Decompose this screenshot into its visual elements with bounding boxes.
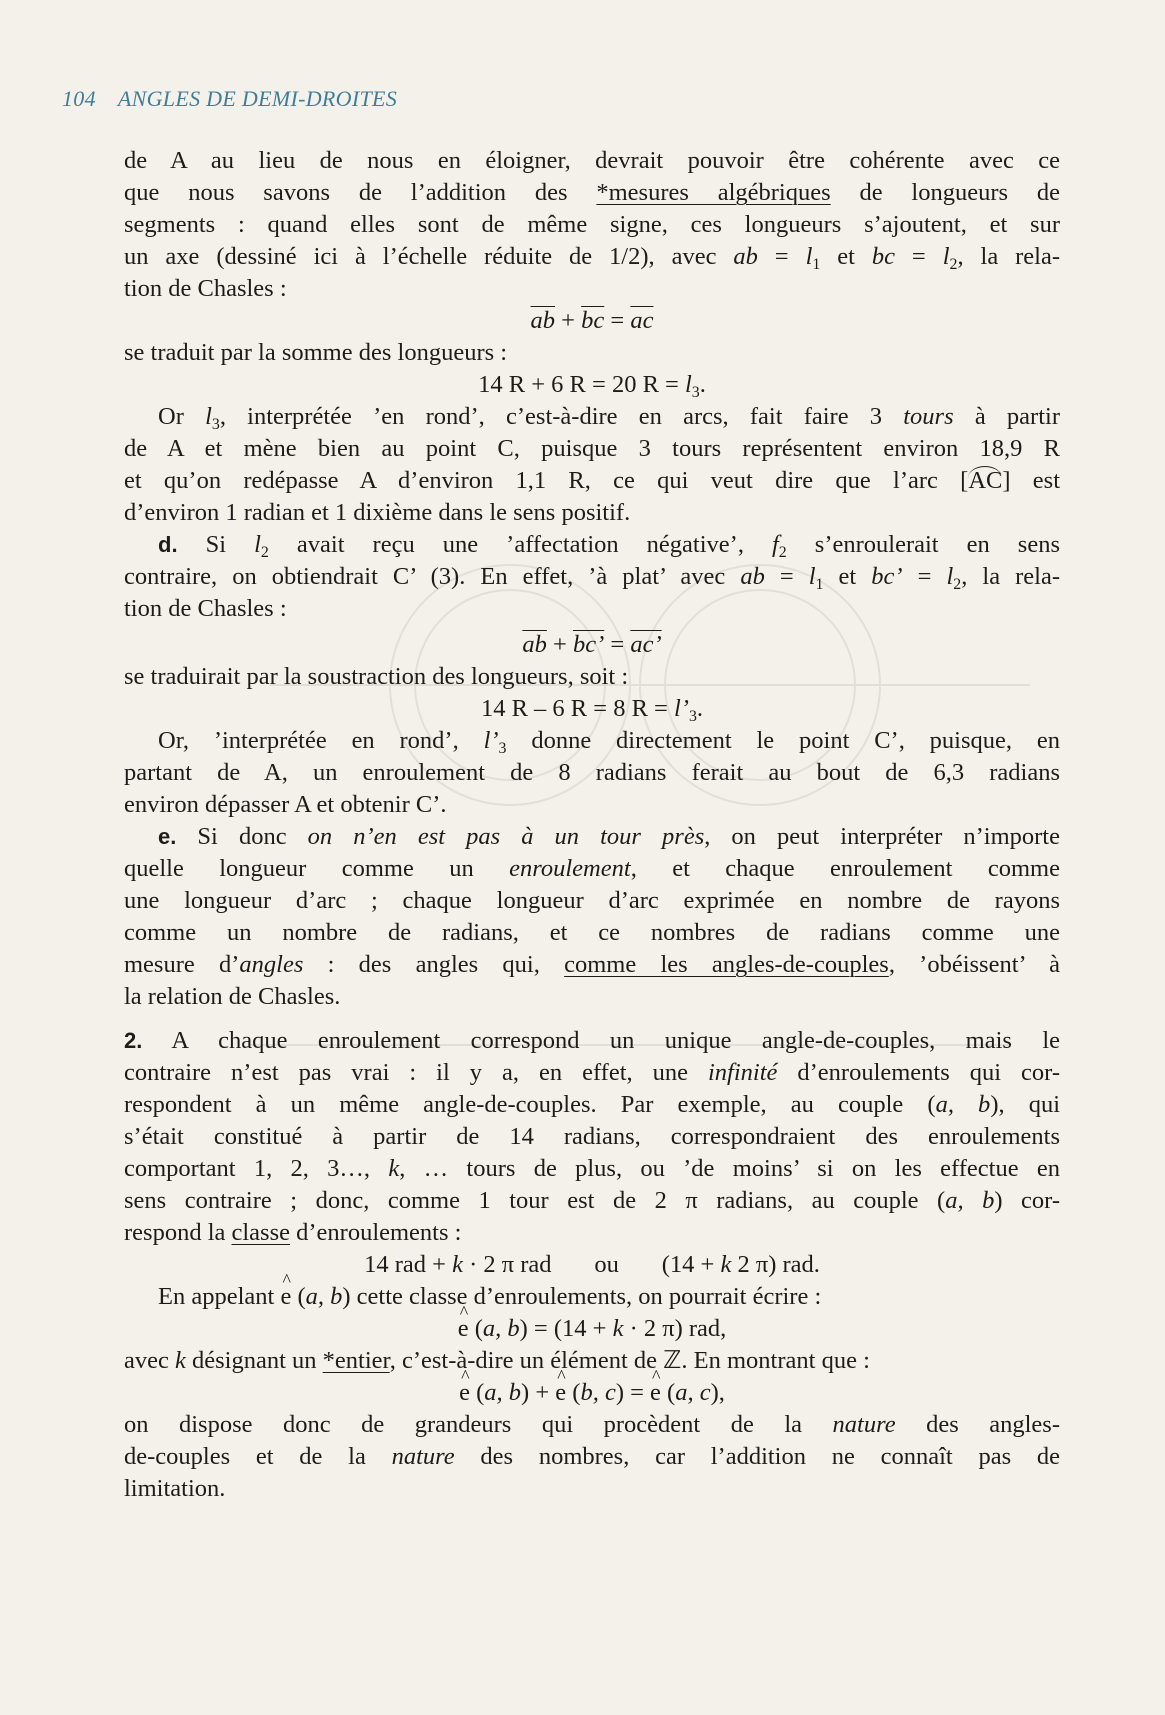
text-line: d. Si $l_2$ avait reçu une ’affectation négative’, $f_2$ s’enroulerait en sens <box>158 531 1060 561</box>
text-line: se traduit par la somme des longueurs : <box>124 339 508 366</box>
chapter-title: ANGLES DE DEMI-DROITES <box>117 86 398 111</box>
running-head <box>62 86 397 112</box>
text-line: segments : quand elles sont de même signe, ces longueurs s’ajoutent, et sur <box>124 211 1060 238</box>
text-line: Or, ’interprétée en rond’, $l’_3$ donne directement le point C’, puisque, en <box>158 727 1060 757</box>
formula: ^ e (a, b) + ^ e (b, c) = ^ e (a, c), <box>124 1377 1060 1409</box>
text-line: de A et mène bien au point C, puisque 3 tours représentent environ 18,9 R <box>124 435 1060 462</box>
text-line: mesure d’angles : des angles qui, comme les angles-de-couples, ’obéissent’ à <box>124 951 1060 978</box>
text-line: Or $l_3$, interprétée ’en rond’, c’est-à-dire en arcs, fait faire 3 tours à partir <box>158 403 1060 433</box>
text-line: la relation de Chasles. <box>124 983 341 1010</box>
formula: ^ e (a, b) = (14 + k · 2 π) rad, <box>124 1313 1060 1345</box>
text-line: tion de Chasles : <box>124 595 287 622</box>
text-line: une longueur d’arc ; chaque longueur d’arc exprimée en nombre de rayons <box>124 887 1060 914</box>
text-line: quelle longueur comme un enroulement, et chaque enroulement comme <box>124 855 1060 882</box>
text-line: d’environ 1 radian et 1 dixième dans le sens positif. <box>124 499 631 526</box>
formula: $\overline{ab}$ + bc’ = ac’ <box>522 631 662 658</box>
text-line: de-couples et de la nature des nombres, car l’addition ne connaît pas de <box>124 1443 1060 1470</box>
text-line: s’était constitué à partir de 14 radians, correspondraient des enroulements <box>124 1123 1060 1150</box>
text-line: contraire n’est pas vrai : il y a, en effet, une infinité d’enroulements qui cor- <box>124 1059 1060 1086</box>
text-line: se traduirait par la soustraction des longueurs, soit : <box>124 663 629 690</box>
text-line: comme un nombre de radians, et ce nombres de radians comme une <box>124 919 1060 946</box>
formula: 14 R + 6 R = 20 $R = l_3$. <box>478 371 706 401</box>
text-line: tion de Chasles : <box>124 275 287 302</box>
text-line: comportant 1, 2, 3…, k, … tours de plus, ou ’de moins’ si on les effectue en <box>124 1155 1060 1182</box>
formula: $\overline{ab} + \overline{bc} = \overline{ac}$ <box>530 307 654 334</box>
text-line: contraire, on obtiendrait C’ (3). En effet, ’à plat’ avec ab = $l_1$ et bc’ = $l_2$, la rela- <box>124 563 1060 593</box>
text-line: avec k désignant un *entier, c’est-à-dire un élément de ℤ. En montrant que : <box>124 1347 870 1374</box>
text-line: limitation. <box>124 1475 226 1502</box>
text-line: En appelant ^ e (a, b) cette classe d’enroulements, on pourrait écrire : <box>124 1281 1060 1313</box>
text-line: on dispose donc de grandeurs qui procèdent de la nature des angles- <box>124 1411 1060 1438</box>
body-text <box>124 145 1060 1505</box>
text-line: que nous savons de l’addition des *mesures algébriques de longueurs de <box>124 179 1061 206</box>
text-line: partant de A, un enroulement de 8 radians ferait au bout de 6,3 radians <box>124 759 1060 786</box>
text-line: 2. A chaque enroulement correspond un unique angle-de-couples, mais le <box>124 1027 1060 1054</box>
page-number: 104 <box>62 86 96 111</box>
text-line: sens contraire ; donc, comme 1 tour est de 2 π radians, au couple (a, b) cor- <box>124 1187 1060 1214</box>
text-line: e. Si donc on n’en est pas à un tour près, on peut interpréter n’importe <box>158 823 1060 850</box>
text-line: de A au lieu de nous en éloigner, devrait pouvoir être cohérente avec ce <box>124 147 1060 174</box>
text-line: environ dépasser A et obtenir C’. <box>124 791 447 818</box>
text-line: un axe (dessiné ici à l’échelle réduite de 1/2), avec ab = $l_1$ et bc = $l_2$, la rela- <box>124 243 1060 273</box>
text-line: respondent à un même angle-de-couples. Par exemple, au couple (a, b), qui <box>124 1091 1061 1118</box>
formula: 14 rad + k · 2 π rad ou (14 + k 2 π) rad. <box>364 1251 820 1278</box>
text-line: et qu’on redépasse A d’environ 1,1 R, ce qui veut dire que l’arc [AC] est <box>124 467 1060 494</box>
text-line: respond la classe d’enroulements : <box>124 1219 462 1246</box>
formula: 14 R – 6 R = 8 $R = l’_3$. <box>480 695 704 725</box>
